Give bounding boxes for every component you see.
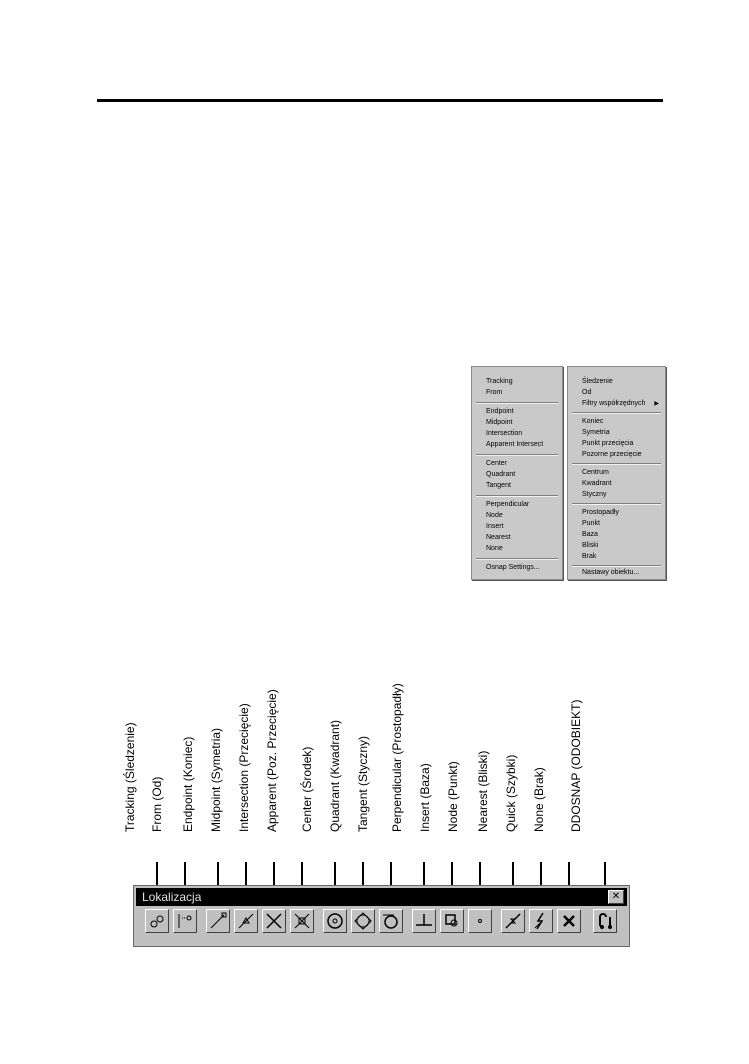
menu-separator: [572, 412, 661, 414]
center-icon: [324, 910, 346, 932]
nearest-button[interactable]: [501, 909, 525, 933]
menu-item-node[interactable]: Node: [486, 512, 503, 519]
node-button[interactable]: [468, 909, 492, 933]
perpendicular-icon: [413, 910, 435, 932]
menu-separator: [572, 463, 661, 465]
tracking-button[interactable]: [145, 909, 169, 933]
close-button[interactable]: ✕: [608, 890, 624, 904]
menu-item-koniec[interactable]: Koniec: [582, 418, 604, 425]
apparent-intersection-icon: [291, 910, 313, 932]
node-icon: [469, 910, 491, 932]
menu-item-baza[interactable]: Baza: [582, 531, 598, 538]
nearest-icon: [502, 910, 524, 932]
from-button[interactable]: [173, 909, 197, 933]
menu-item-quadrant[interactable]: Quadrant: [486, 471, 516, 478]
menu-item-kwadrant[interactable]: Kwadrant: [582, 480, 612, 487]
osnap-context-menu-polish: [567, 366, 666, 580]
intersection-icon: [263, 910, 285, 932]
menu-item-intersection[interactable]: Intersection: [486, 430, 523, 437]
submenu-arrow-icon: ▶: [654, 401, 659, 407]
menu-item-od[interactable]: Od: [582, 389, 592, 396]
menu-item-from[interactable]: From: [486, 389, 503, 396]
menu-item-tracking[interactable]: Tracking: [486, 378, 513, 385]
quick-icon: [530, 910, 552, 932]
menu-item-punkt[interactable]: Punkt: [582, 520, 600, 527]
menu-item-endpoint[interactable]: Endpoint: [486, 408, 514, 415]
menu-item-symetria[interactable]: Symetria: [582, 429, 610, 436]
menu-separator: [572, 565, 661, 567]
menu-item-tangent[interactable]: Tangent: [486, 482, 511, 489]
osnap-context-menu-english: [471, 366, 563, 580]
menu-item-center[interactable]: Center: [486, 460, 508, 467]
menu-item-sledzenie[interactable]: Śledzenie: [582, 378, 613, 385]
endpoint-button[interactable]: [206, 909, 230, 933]
menu-item-midpoint[interactable]: Midpoint: [486, 419, 513, 426]
none-icon: [558, 910, 580, 932]
menu-item-filtry[interactable]: Filtry współrzędnych: [582, 400, 646, 407]
from-icon: [174, 910, 196, 932]
insert-button[interactable]: [440, 909, 464, 933]
quick-button[interactable]: [529, 909, 553, 933]
header-rule: [97, 99, 663, 102]
none-button[interactable]: [557, 909, 581, 933]
center-button[interactable]: [323, 909, 347, 933]
menu-item-nearest[interactable]: Nearest: [486, 534, 511, 541]
menu-item-perpendicular[interactable]: Perpendicular: [486, 501, 530, 508]
menu-separator: [572, 503, 661, 505]
menu-separator: [476, 454, 558, 456]
midpoint-button[interactable]: [234, 909, 258, 933]
intersection-button[interactable]: [262, 909, 286, 933]
menu-item-styczny[interactable]: Styczny: [582, 491, 607, 498]
menu-separator: [476, 402, 558, 404]
toolbar-titlebar[interactable]: [136, 888, 627, 906]
quadrant-button[interactable]: [351, 909, 375, 933]
osnap-settings-icon: [594, 910, 616, 932]
menu-item-centrum[interactable]: Centrum: [582, 469, 609, 476]
toolbar-title: Lokalizacja: [142, 890, 202, 904]
osnap-settings-button[interactable]: [593, 909, 617, 933]
menu-item-prostopadly[interactable]: Prostopadły: [582, 509, 619, 516]
tangent-button[interactable]: [379, 909, 403, 933]
insert-icon: [441, 910, 463, 932]
menu-separator: [476, 558, 558, 560]
menu-item-pozorne-przeciecie[interactable]: Pozorne przecięcie: [582, 451, 642, 458]
quadrant-icon: [352, 910, 374, 932]
endpoint-icon: [207, 910, 229, 932]
tracking-icon: [146, 910, 168, 932]
menu-item-apparent-intersect[interactable]: Apparent Intersect: [486, 441, 544, 448]
perpendicular-button[interactable]: [412, 909, 436, 933]
menu-item-nastawy-obiektu[interactable]: Nastawy obiektu...: [582, 569, 640, 576]
apparent-intersection-button[interactable]: [290, 909, 314, 933]
midpoint-icon: [235, 910, 257, 932]
tangent-icon: [380, 910, 402, 932]
menu-item-insert[interactable]: Insert: [486, 523, 504, 530]
menu-item-brak[interactable]: Brak: [582, 553, 597, 560]
menu-separator: [476, 495, 558, 497]
menu-item-punkt-przeciecia[interactable]: Punkt przecięcia: [582, 440, 634, 447]
menu-item-osnap-settings[interactable]: Osnap Settings...: [486, 564, 540, 571]
menu-item-bliski[interactable]: Bliski: [582, 542, 599, 549]
menu-item-none[interactable]: None: [486, 545, 503, 552]
